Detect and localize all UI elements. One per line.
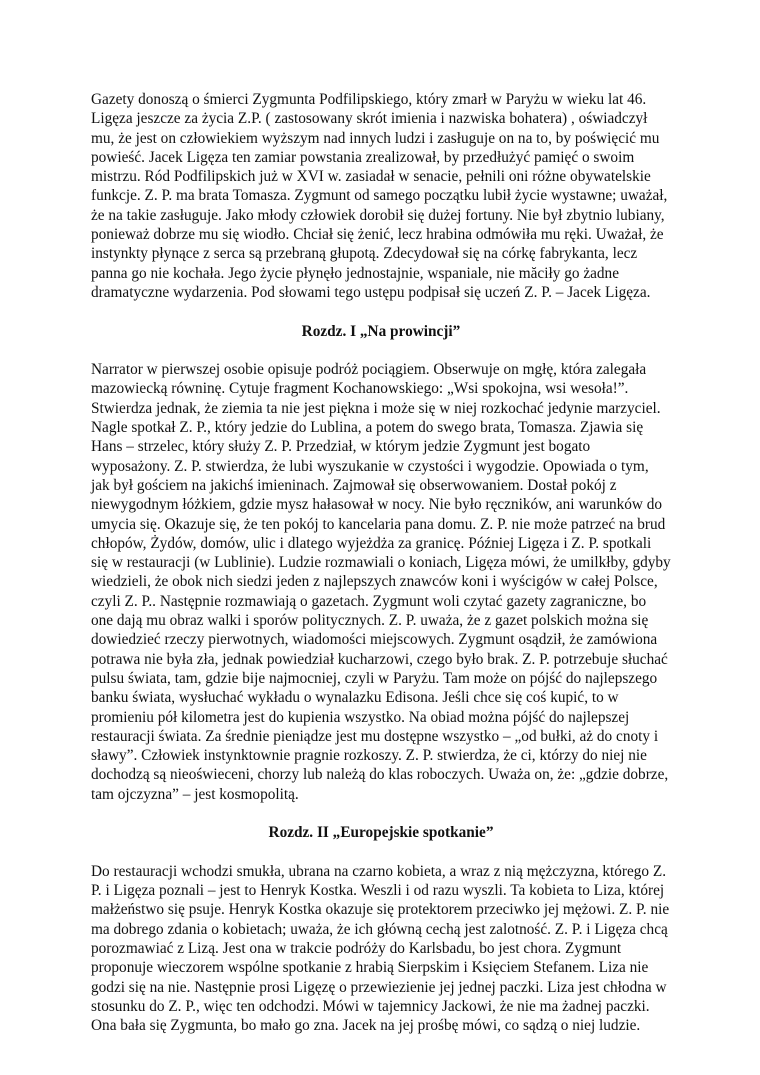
document-page <box>91 90 671 1036</box>
chapter-1-heading: Rozdz. I „Na prowincji” <box>301 322 461 340</box>
chapter-2-heading: Rozdz. II „Europejskie spotkanie” <box>268 824 494 842</box>
spacer <box>91 843 671 862</box>
chapter-1-paragraph: Narrator w pierwszej osobie opisuje podróż pociągiem. Obserwuje on mgłę, która zalegała mazowiecką równinę. Cytuje fragment Kochanowskiego: „Wsi spokojna, wsi wesoła!”. Stwierdza jednak, że ziemia ta nie jest piękna i może się w niej rozkochać jedynie marzyciel. Nagle spotkał Z. P., który jedzie do Lublina, a potem do swego brata, Tomasza. Zjawia się Hans – strzelec, który służy Z. P. Przedział, w którym jedzie Zygmunt jest bogato wyposażony. Z. P. stwierdza, że lubi wyszukanie w czystości i wygodzie. Opowiada o tym, jak był gościem na jakichś imieninach. Zajmował się obserwowaniem. Dostał pokój z niewygodnym łóżkiem, gdzie mysz hałasował w nocy. Nie było ręczników, ani warunków do umycia się. Okazuje się, że ten pokój to kancelaria pana domu. Z. P. nie może patrzeć na brud chłopów, Żydów, domów, ulic i dlatego wyjeżdża za granicę. Później Ligęza i Z. P. spotkali się w restauracji (w Lublinie). Ludzie rozmawiali o koniach, Ligęza mówi, że umilkłby, gdyby wiedzieli, że obok nich siedzi jeden z najlepszych znawców koni i wyścigów w całej Polsce, czyli Z. P.. Następnie rozmawiają o gazetach. Zygmunt woli czytać gazety zagraniczne, bo one dają mu obraz walki i sporów politycznych. Z. P. uważa, że z gazet polskich można się dowiedzieć rzeczy pierwotnych, wiadomości miejscowych. Zygmunt osądził, że zamówiona potrawa nie była zła, jednak powiedział kucharzowi, czego było brak. Z. P. potrzebuje słuchać pulsu świata, tam, gdzie bije najmocniej, czyli w Paryżu. Tam może on pójść do najlepszego banku świata, wysłuchać wykładu o wynalazku Edisona. Jeśli chce się coś kupić, to w promieniu pół kilometra jest do kupienia wszystko. Na obiad można pójść do najlepszej restauracji świata. Za średnie pieniądze jest mu dostępne wszystko – „od bułki, aż do cnoty i sławy”. Człowiek instynktownie pragnie rozkoszy. Z. P. stwierdza, że ci, którzy do niej nie dochodzą są nieoświeceni, chorzy lub należą do klas roboczych. Uważa on, że: „gdzie dobrze, tam ojczyzna” – jest kosmopolitą. <box>91 361 671 803</box>
spacer <box>91 302 671 321</box>
chapter-2-paragraph: Do restauracji wchodzi smukła, ubrana na czarno kobieta, a wraz z nią mężczyzna, którego Z. P. i Ligęza poznali – jest to Henryk Kostka. Weszli i od razu wyszli. Ta kobieta to Liza, której małżeństwo się psuje. Henryk Kostka okazuje się protektorem przeciwko jej mężowi. Z. P. nie ma dobrego zdania o kobietach; uważa, że ich główną cechą jest zalotność. Z. P. i Ligęza chcą porozmawiać z Lizą. Jest ona w trakcie podróży do Karlsbadu, bo jest chora. Zygmunt proponuje wieczorem wspólne spotkanie z hrabią Sierpskim i Księciem Stefanem. Liza nie godzi się na nie. Następnie prosi Ligęzę o przewiezienie jej jednej paczki. Liza jest chłodna w stosunku do Z. P., więc ten odchodzi. Mówi w tajemnicy Jackowi, że nie ma żadnej paczki. Ona bała się Zygmunta, bo mało go zna. Jacek na jej prośbę mówi, co sądzą o niej ludzie. <box>91 862 670 1035</box>
spacer <box>91 804 671 823</box>
intro-paragraph: Gazety donoszą o śmierci Zygmunta Podfilipskiego, który zmarł w Paryżu w wieku lat 46. Ligęza jeszcze za życia Z.P. ( zastosowany skrót imienia i nazwiska bohatera) , oświadczył mu, że jest on człowiekiem wyższym nad innych ludzi i zasługuje on na to, by poświęcić mu powieść. Jacek Ligęza ten zamiar powstania zrealizował, by przedłużyć pamięć o swoim mistrzu. Ród Podfilipskich już w XVI w. zasiadał w senacie, pełnili oni różne obywatelskie funkcje. Z. P. ma brata Tomasza. Zygmunt od samego początku lubił życie wystawne; uważał, że na takie zasługuje. Jako młody człowiek dorobił się dużej fortuny. Nie był zbytnio lubiany, ponieważ dobrze mu się wiodło. Chciał się żenić, lecz hrabina odmówiła mu ręki. Uważał, że instynkty płynące z serca są przebraną głupotą. Zdecydował się na córkę fabrykanta, lecz panna go nie kochała. Jego życie płynęło jednostajnie, wspaniale, nie măciły go żadne dramatyczne wydarzenia. Pod słowami tego ustępu podpisał się uczeń Z. P. – Jacek Ligęza. <box>91 91 668 301</box>
spacer <box>91 341 671 360</box>
